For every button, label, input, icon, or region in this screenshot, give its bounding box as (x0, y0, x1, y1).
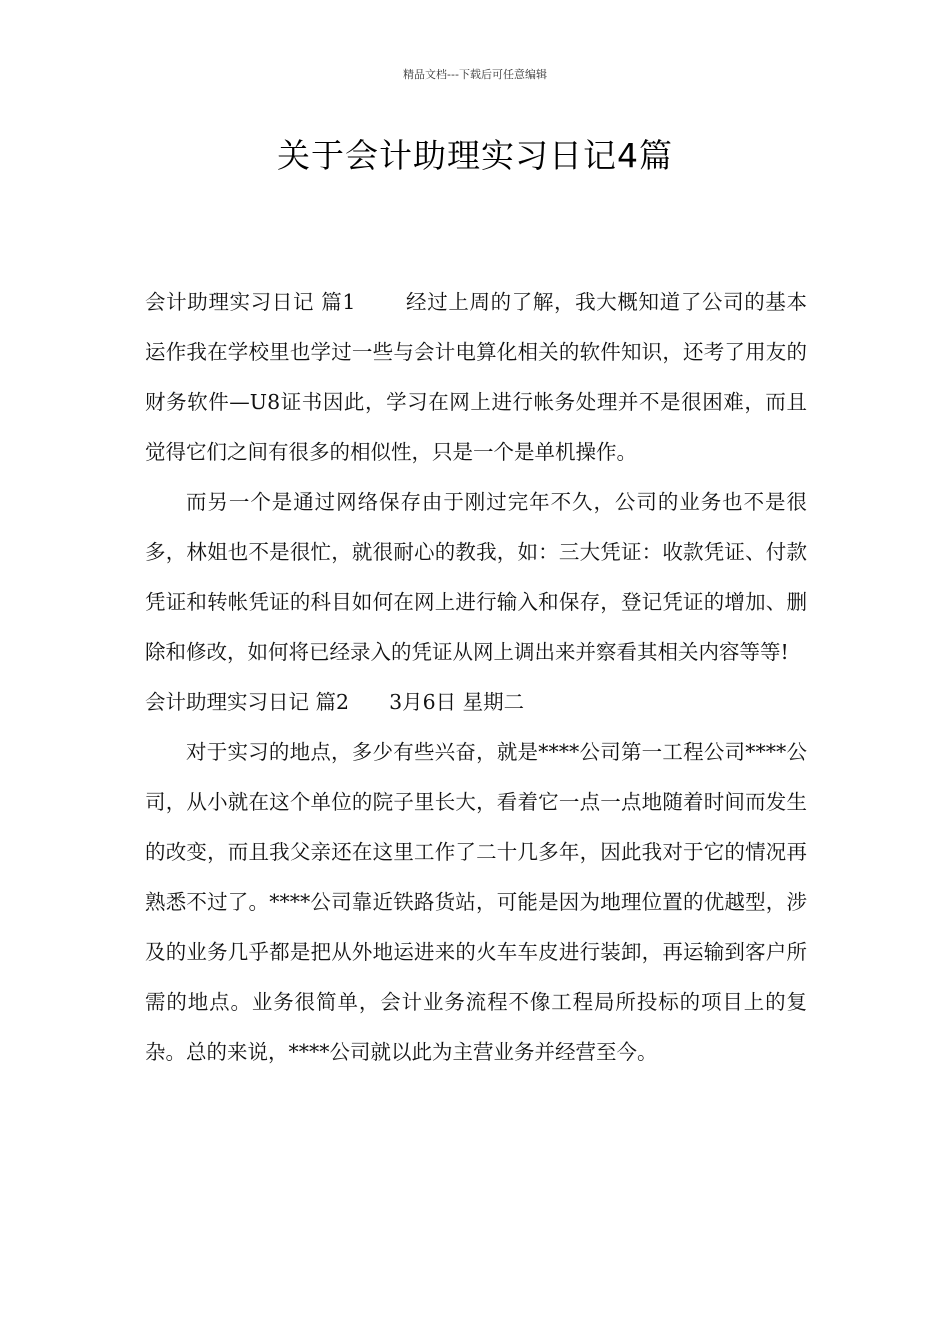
entry-2-opening (145, 677, 807, 727)
header-note: 精品文档---下载后可任意编辑 (403, 68, 547, 81)
document-body (145, 277, 807, 1077)
entry-2-date: 3月6日 星期二 (389, 690, 525, 714)
entry-2-paragraph: 对于实习的地点，多少有些兴奋，就是****公司第一工程公司****公司，从小就在这个单位的院子里长大，看着它一点一点地随着时间而发生的改变，而且我父亲还在这里工作了二十几多年，因此我对于它的情况再熟悉不过了。****公司靠近铁路货站，可能是因为地理位置的优越型，涉及的业务几乎都是把从外地运进来的火车车皮进行装卸，再运输到客户所需的地点。业务很简单，会计业务流程不像工程局所投标的项目上的复杂。总的来说，****公司就以此为主营业务并经营至今。 (145, 740, 807, 1064)
document-title: 关于会计助理实习日记4篇 (277, 136, 673, 175)
entry-1-paragraph: 而另一个是通过网络保存由于刚过完年不久，公司的业务也不是很多，林姐也不是很忙，就很耐心的教我，如：三大凭证：收款凭证、付款凭证和转帐凭证的科目如何在网上进行输入和保存，登记凭证的增加、删除和修改，如何将已经录入的凭证从网上调出来并察看其相关内容等等! (145, 490, 807, 664)
entry-1-heading: 会计助理实习日记 篇1 (145, 290, 356, 314)
entry-2-heading: 会计助理实习日记 篇2 (145, 690, 350, 714)
entry-1-opening (145, 277, 807, 477)
entry-1-intro: 经过上周的了解，我大概知道了公司的基本运作我在学校里也学过一些与会计电算化相关的软件知识，还考了用友的财务软件—U8证书因此，学习在网上进行帐务处理并不是很困难，而且觉得它们之间有很多的相似性，只是一个是单机操作。 (145, 290, 808, 464)
